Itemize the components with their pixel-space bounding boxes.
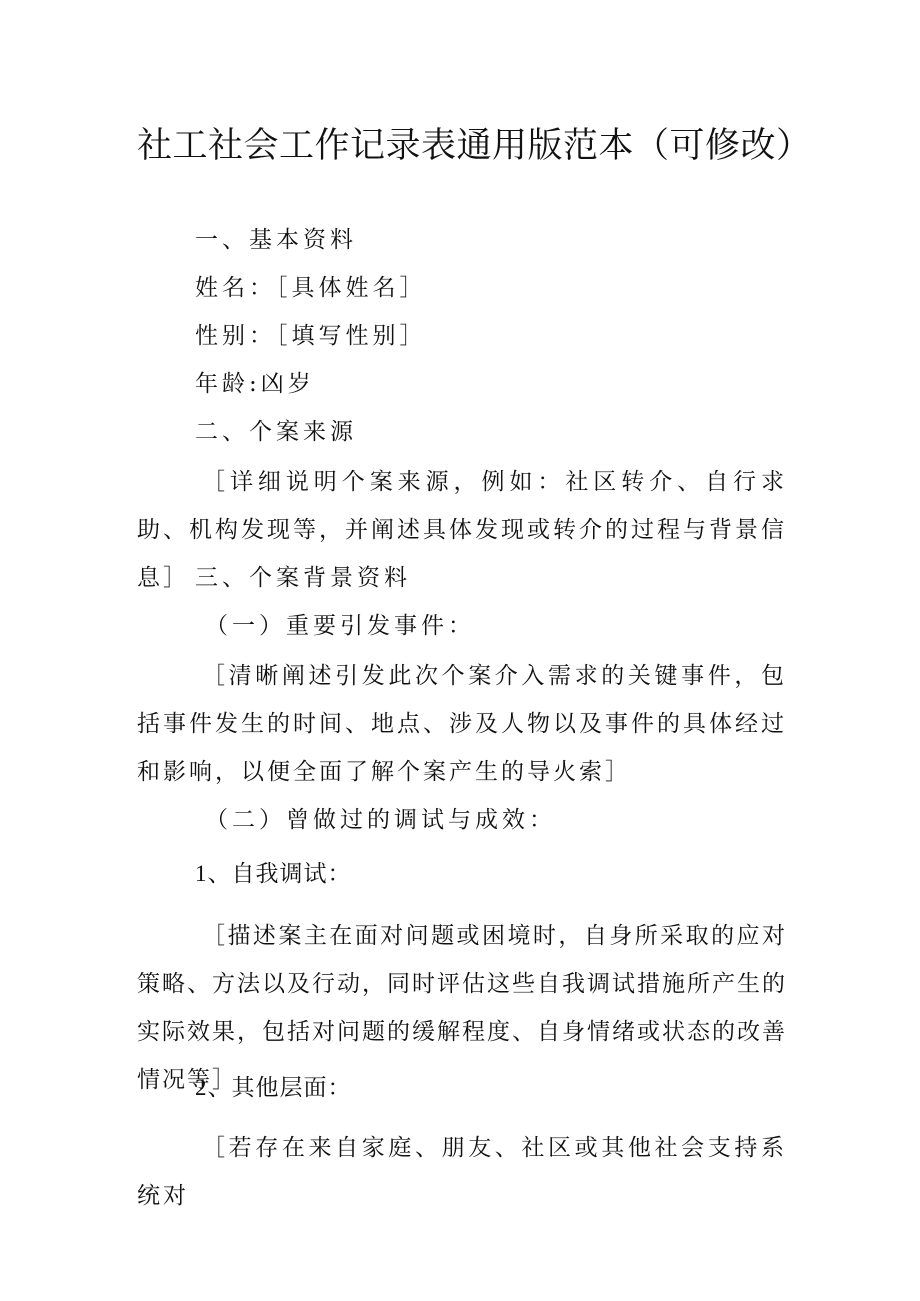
gender-field-line: 性别：［填写性别］ xyxy=(195,323,427,349)
section-heading-case-source: 二、个案来源 xyxy=(195,419,357,445)
subheading-self-adjustment: 1、自我调试： xyxy=(195,861,352,886)
section-heading-case-background: 三、个案背景资料 xyxy=(195,565,411,591)
section-heading-basic-info: 一、基本资料 xyxy=(195,227,357,253)
subheading-adjustments: （二）曾做过的调试与成效： xyxy=(205,807,556,833)
key-event-paragraph: ［清晰阐述引发此次个案介入需求的关键事件，包括事件发生的时间、地点、涉及人物以及事件的具体经过和影响，以便全面了解个案产生的导火索］ xyxy=(137,663,787,785)
self-adjustment-paragraph: ［描述案主在面对问题或困境时，自身所采取的应对策略、方法以及行动，同时评估这些自我调试措施所产生的实际效果，包括对问题的缓解程度、自身情绪或状态的改善情况等］ xyxy=(137,923,787,1093)
subheading-other-levels: 2、其他层面： xyxy=(195,1075,352,1100)
age-field-line: 年龄:凶岁 xyxy=(195,371,315,397)
case-source-paragraph: ［详细说明个案来源，例如：社区转介、自行求助、机构发现等，并阐述具体发现或转介的过程与背景信息］ xyxy=(137,469,787,591)
subheading-key-event: （一）重要引发事件： xyxy=(205,613,475,639)
other-levels-paragraph: ［若存在来自家庭、朋友、社区或其他社会支持系统对 xyxy=(137,1135,787,1209)
name-field-line: 姓名：［具体姓名］ xyxy=(195,275,427,301)
document-title: 社工社会工作记录表通用版范本（可修改） xyxy=(137,126,812,166)
